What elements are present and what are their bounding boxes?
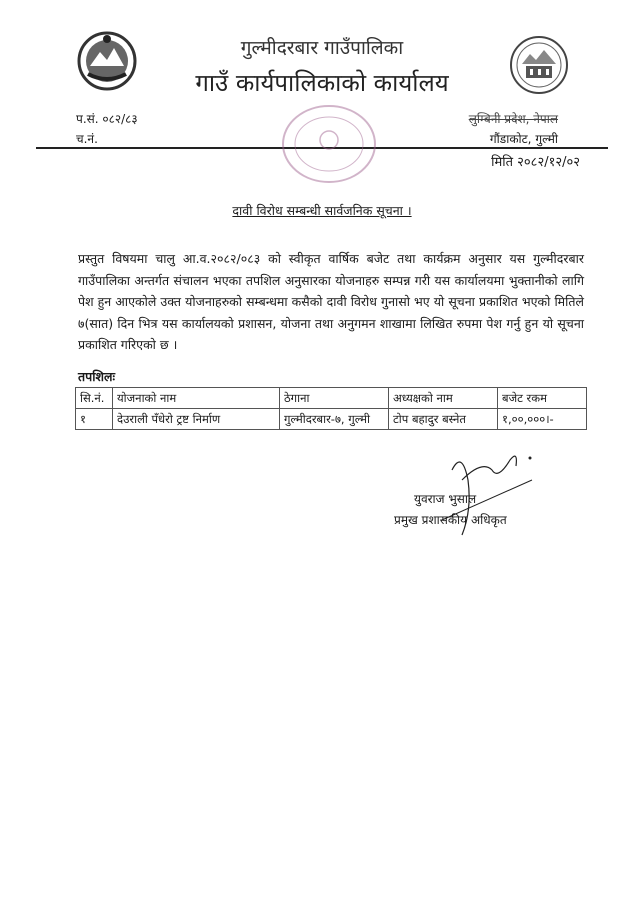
- province-address: लुम्बिनी प्रदेश, नेपाल: [468, 112, 558, 126]
- office-title: गाउँ कार्यपालिकाको कार्यालय: [195, 69, 449, 97]
- notice-date: मिति २०८२/१२/०२: [491, 155, 580, 170]
- cell-address: गुल्मीदरबार-७, गुल्मी: [280, 409, 389, 430]
- col-serial-header: सि.नं.: [76, 388, 113, 409]
- table-header-row: [76, 388, 587, 409]
- table-row: [76, 409, 587, 430]
- signatory-name: युवराज भुसाल: [414, 492, 477, 506]
- signatory-title: प्रमुख प्रशासकीय अधिकृत: [394, 513, 507, 527]
- project-table: [75, 387, 587, 430]
- reference-number: प.सं. ०८२/८३: [76, 112, 138, 126]
- cell-chairperson: टोप बहादुर बस्नेत: [389, 409, 498, 430]
- details-label: तपशिलः: [78, 369, 115, 384]
- office-name: गुल्मीदरबार गाउँपालिका: [240, 37, 404, 59]
- col-budget-header: बजेट रकम: [498, 388, 587, 409]
- notice-body: प्रस्तुत विषयमा चालु आ.व.२०८२/०८३ को स्वीकृत वार्षिक बजेट तथा कार्यक्रम अनुसार यस गुल्मीदरबार गाउँपालिका अन्तर्गत संचालन भएका तपशिल अनुसारका योजनाहरु सम्पन्न गरी यस कार्यालयमा भुक्तानीको लागि पेश हुन आएकोले उक्त योजनाहरुको सम्बन्धमा कसैको दावी विरोध गुनासो भए यो सूचना प्रकाशित भएको मितिले ७(सात) दिन भित्र यस कार्यालयको प्रशासन, योजना तथा अनुगमन शाखामा लिखित रुपमा पेश गर्नु हुन यो सूचना प्रकाशित गरिएको छ ।: [78, 251, 584, 352]
- notice-subject: दावी विरोध सम्बन्धी सार्वजनिक सूचना ।: [232, 203, 412, 218]
- district-address: गौंडाकोट, गुल्मी: [489, 132, 558, 146]
- cell-project: देउराली पँधेरो ट्रष्ट निर्माण: [113, 409, 280, 430]
- col-chairperson-header: अध्यक्षको नाम: [389, 388, 498, 409]
- cell-serial: १: [76, 409, 113, 430]
- official-stamp-icon: [276, 100, 382, 188]
- cell-budget: १,००,०००।-: [498, 409, 587, 430]
- col-address-header: ठेगाना: [280, 388, 389, 409]
- col-project-header: योजनाको नाम: [113, 388, 280, 409]
- dispatch-number: च.नं.: [76, 132, 98, 146]
